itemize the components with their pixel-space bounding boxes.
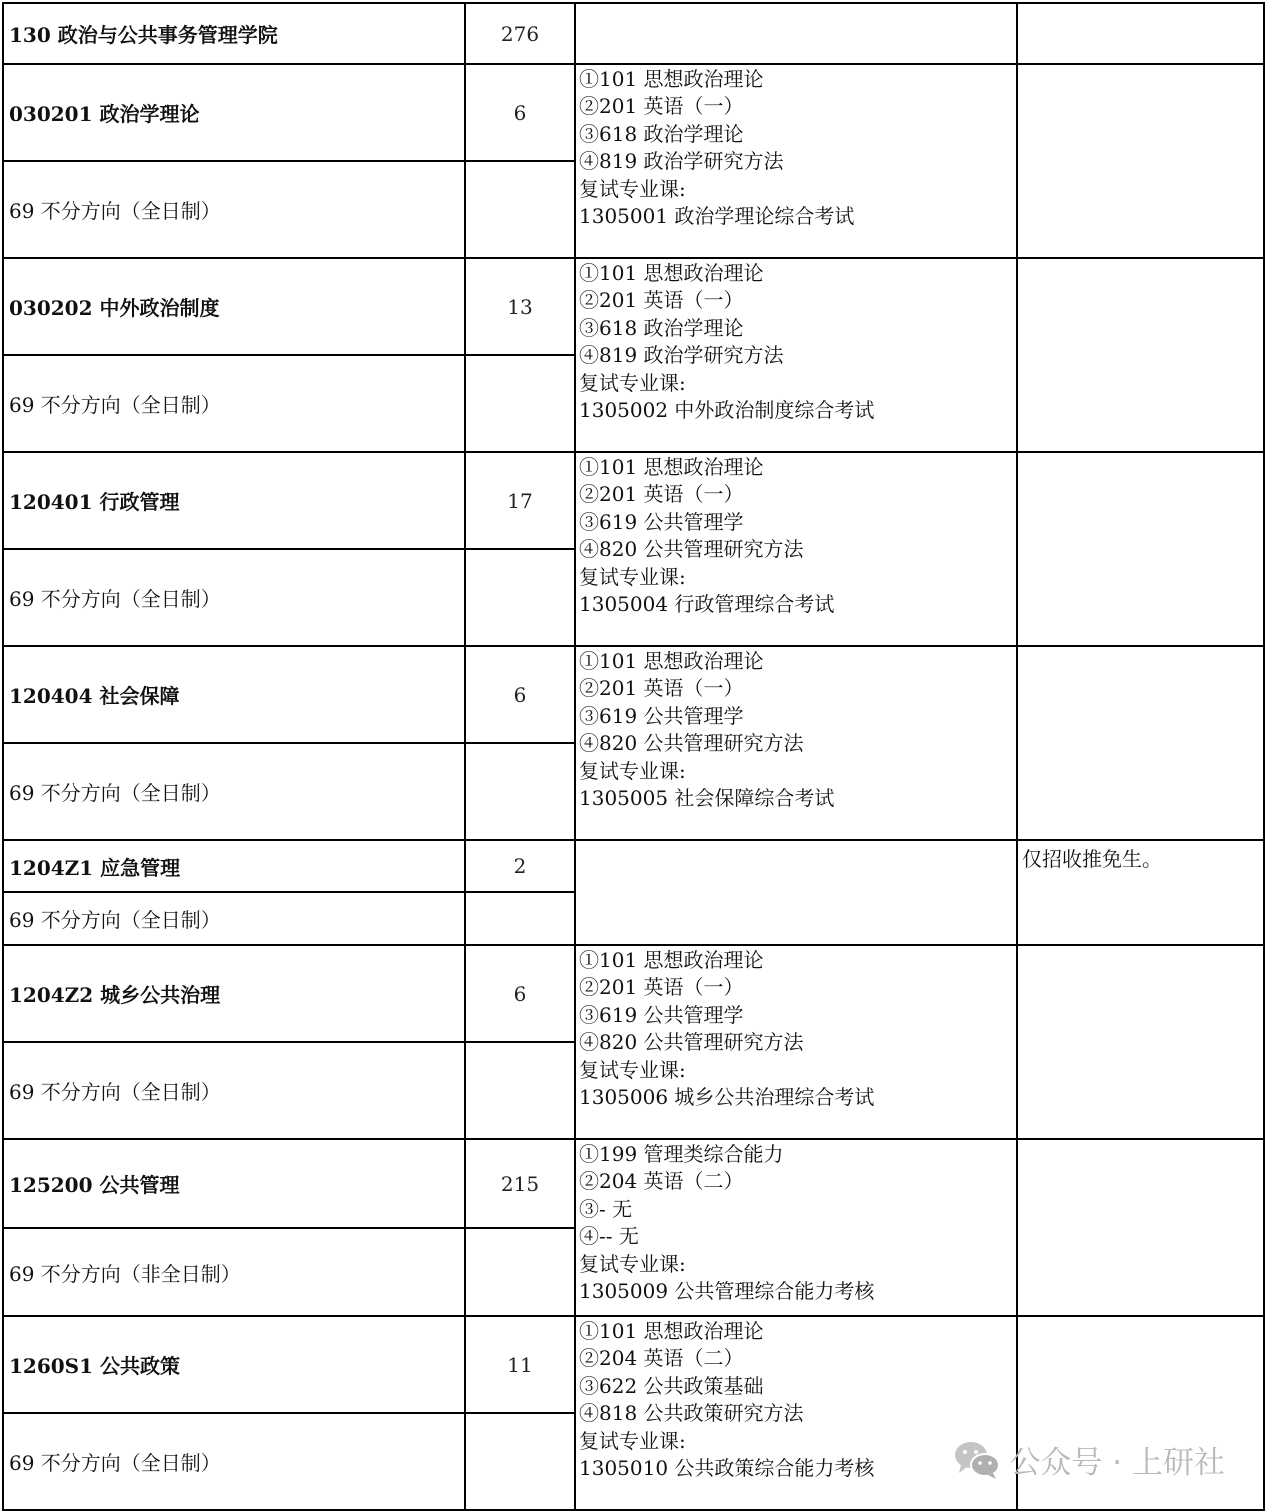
- exam-course-line: ②201 英语（一）: [579, 676, 744, 701]
- exam-course-line: ①101 思想政治理论: [579, 1319, 764, 1343]
- program-direction: 69 不分方向（全日制）: [9, 908, 221, 932]
- retest-label: 复试专业课:: [579, 176, 686, 201]
- exam-course-line: ③618 政治学理论: [579, 121, 744, 146]
- program-direction-count-cell: [466, 162, 576, 259]
- program-title: 1204Z2 城乡公共治理: [9, 983, 221, 1007]
- exam-course-line: ③619 公共管理学: [579, 703, 744, 728]
- program-direction: 69 不分方向（非全日制）: [9, 1261, 241, 1286]
- program-title-cell: [2, 65, 466, 162]
- program-direction-count-cell: [466, 744, 576, 841]
- program-title: 125200 公共管理: [9, 1173, 180, 1197]
- program-count: 13: [507, 294, 533, 319]
- exam-course-line: ②201 英语（一）: [579, 975, 744, 1000]
- exam-course-line: ②204 英语（二）: [579, 1169, 744, 1194]
- exam-course-line: ④820 公共管理研究方法: [579, 537, 804, 562]
- program-title: 030202 中外政治制度: [9, 296, 220, 320]
- exam-course-line: 1305006 城乡公共治理综合考试: [579, 1084, 875, 1109]
- retest-label: 复试专业课:: [579, 1251, 686, 1276]
- exam-course-line: ①101 思想政治理论: [579, 261, 764, 285]
- program-direction-cell: [2, 744, 466, 841]
- exam-course-line: ④820 公共管理研究方法: [579, 731, 804, 756]
- exam-courses-cell: [576, 1140, 1018, 1317]
- exam-course-line: ①101 思想政治理论: [579, 649, 764, 673]
- exam-course-line: ②201 英语（一）: [579, 288, 744, 313]
- program-count-cell: [466, 841, 576, 893]
- exam-course-line: ①199 管理类综合能力: [579, 1142, 784, 1166]
- retest-label: 复试专业课:: [579, 1057, 686, 1082]
- exam-course-line: ③- 无: [579, 1196, 633, 1221]
- school-count-cell: [466, 2, 576, 65]
- program-title: 1204Z1 应急管理: [9, 855, 181, 880]
- exam-course-line: ②204 英语（二）: [579, 1346, 744, 1371]
- program-direction-cell: [2, 893, 466, 946]
- program-title: 030201 政治学理论: [9, 102, 200, 126]
- exam-courses-cell: [576, 1317, 1018, 1511]
- remark-cell: [1018, 65, 1265, 259]
- program-direction: 69 不分方向（全日制）: [9, 781, 221, 805]
- program-direction-count-cell: [466, 550, 576, 647]
- program-count: 6: [513, 981, 527, 1006]
- program-count-cell: [466, 647, 576, 744]
- remark-cell: [1018, 259, 1265, 453]
- program-direction-count-cell: [466, 1043, 576, 1140]
- program-title-cell: [2, 453, 466, 550]
- remark-cell: [1018, 946, 1265, 1140]
- exam-course-line: ④819 政治学研究方法: [579, 149, 784, 174]
- exam-course-line: ④-- 无: [579, 1224, 639, 1249]
- program-title-cell: [2, 1317, 466, 1414]
- program-count: 215: [500, 1171, 540, 1196]
- exam-courses-cell: [576, 841, 1018, 946]
- program-title-cell: [2, 1140, 466, 1229]
- program-direction-count-cell: [466, 893, 576, 946]
- program-direction-cell: [2, 550, 466, 647]
- retest-label: 复试专业课:: [579, 370, 686, 395]
- program-title-cell: [2, 647, 466, 744]
- remark-text: 仅招收推免生。: [1022, 847, 1162, 871]
- exam-course-line: 1305009 公共管理综合能力考核: [579, 1278, 875, 1303]
- remark-cell: [1018, 647, 1265, 841]
- exam-course-line: ④818 公共政策研究方法: [579, 1401, 804, 1426]
- exam-course-line: ①101 思想政治理论: [579, 67, 764, 91]
- exam-course-line: 1305004 行政管理综合考试: [579, 591, 835, 616]
- exam-courses-cell: [576, 946, 1018, 1140]
- program-title: 120401 行政管理: [9, 490, 180, 514]
- exam-courses-cell: [576, 453, 1018, 647]
- exam-course-line: ②201 英语（一）: [579, 482, 744, 507]
- program-direction: 69 不分方向（全日制）: [9, 1080, 221, 1104]
- retest-label: 复试专业课:: [579, 564, 686, 589]
- exam-course-line: ③619 公共管理学: [579, 1002, 744, 1027]
- remark-cell: [1018, 453, 1265, 647]
- program-title-cell: [2, 946, 466, 1043]
- exam-course-line: 1305002 中外政治制度综合考试: [579, 397, 875, 422]
- program-direction: 69 不分方向（全日制）: [9, 199, 221, 223]
- exam-course-line: ③619 公共管理学: [579, 509, 744, 534]
- exam-course-line: ①101 思想政治理论: [579, 948, 764, 972]
- retest-label: 复试专业课:: [579, 758, 686, 783]
- exam-course-line: ①101 思想政治理论: [579, 455, 764, 479]
- program-title: 1260S1 公共政策: [9, 1354, 180, 1378]
- exam-course-line: ②201 英语（一）: [579, 94, 744, 119]
- retest-label: 复试专业课:: [579, 1428, 686, 1453]
- school-count: 276: [500, 21, 540, 46]
- exam-courses-cell: [576, 65, 1018, 259]
- program-count-cell: [466, 259, 576, 356]
- program-count-cell: [466, 453, 576, 550]
- school-courses-cell: [576, 2, 1018, 65]
- program-title: 120404 社会保障: [9, 684, 180, 708]
- program-direction-count-cell: [466, 1414, 576, 1511]
- program-count: 6: [513, 682, 527, 707]
- school-name-cell: [2, 2, 466, 65]
- program-count-cell: [466, 946, 576, 1043]
- program-count-cell: [466, 65, 576, 162]
- program-title-cell: [2, 841, 466, 893]
- program-direction: 69 不分方向（全日制）: [9, 587, 221, 611]
- exam-course-line: 1305001 政治学理论综合考试: [579, 203, 855, 228]
- program-count: 6: [513, 100, 527, 125]
- exam-course-line: ④819 政治学研究方法: [579, 343, 784, 368]
- program-direction: 69 不分方向（全日制）: [9, 1451, 221, 1475]
- remark-cell: [1018, 1140, 1265, 1317]
- program-direction-cell: [2, 356, 466, 453]
- program-direction-count-cell: [466, 1229, 576, 1317]
- school-name: 130 政治与公共事务管理学院: [9, 23, 278, 47]
- program-count-cell: [466, 1317, 576, 1414]
- exam-courses-cell: [576, 259, 1018, 453]
- program-direction-cell: [2, 1414, 466, 1511]
- exam-course-line: 1305010 公共政策综合能力考核: [579, 1455, 875, 1480]
- program-direction: 69 不分方向（全日制）: [9, 393, 221, 417]
- program-direction-cell: [2, 1043, 466, 1140]
- program-count-cell: [466, 1140, 576, 1229]
- admissions-table: [2, 2, 1265, 1510]
- remark-cell: [1018, 841, 1265, 946]
- program-count: 2: [513, 854, 527, 878]
- program-count: 17: [507, 488, 533, 513]
- school-remark-cell: [1018, 2, 1265, 65]
- program-count: 11: [507, 1352, 533, 1377]
- exam-courses-cell: [576, 647, 1018, 841]
- program-direction-count-cell: [466, 356, 576, 453]
- watermark: [953, 1437, 1225, 1482]
- exam-course-line: ④820 公共管理研究方法: [579, 1030, 804, 1055]
- program-direction-cell: [2, 162, 466, 259]
- exam-course-line: 1305005 社会保障综合考试: [579, 785, 835, 810]
- exam-course-line: ③618 政治学理论: [579, 315, 744, 340]
- watermark-text: 公众号 · 上研社: [1009, 1445, 1225, 1481]
- program-title-cell: [2, 259, 466, 356]
- wechat-icon: [953, 1439, 1001, 1481]
- program-direction-cell: [2, 1229, 466, 1317]
- exam-course-line: ③622 公共政策基础: [579, 1373, 764, 1398]
